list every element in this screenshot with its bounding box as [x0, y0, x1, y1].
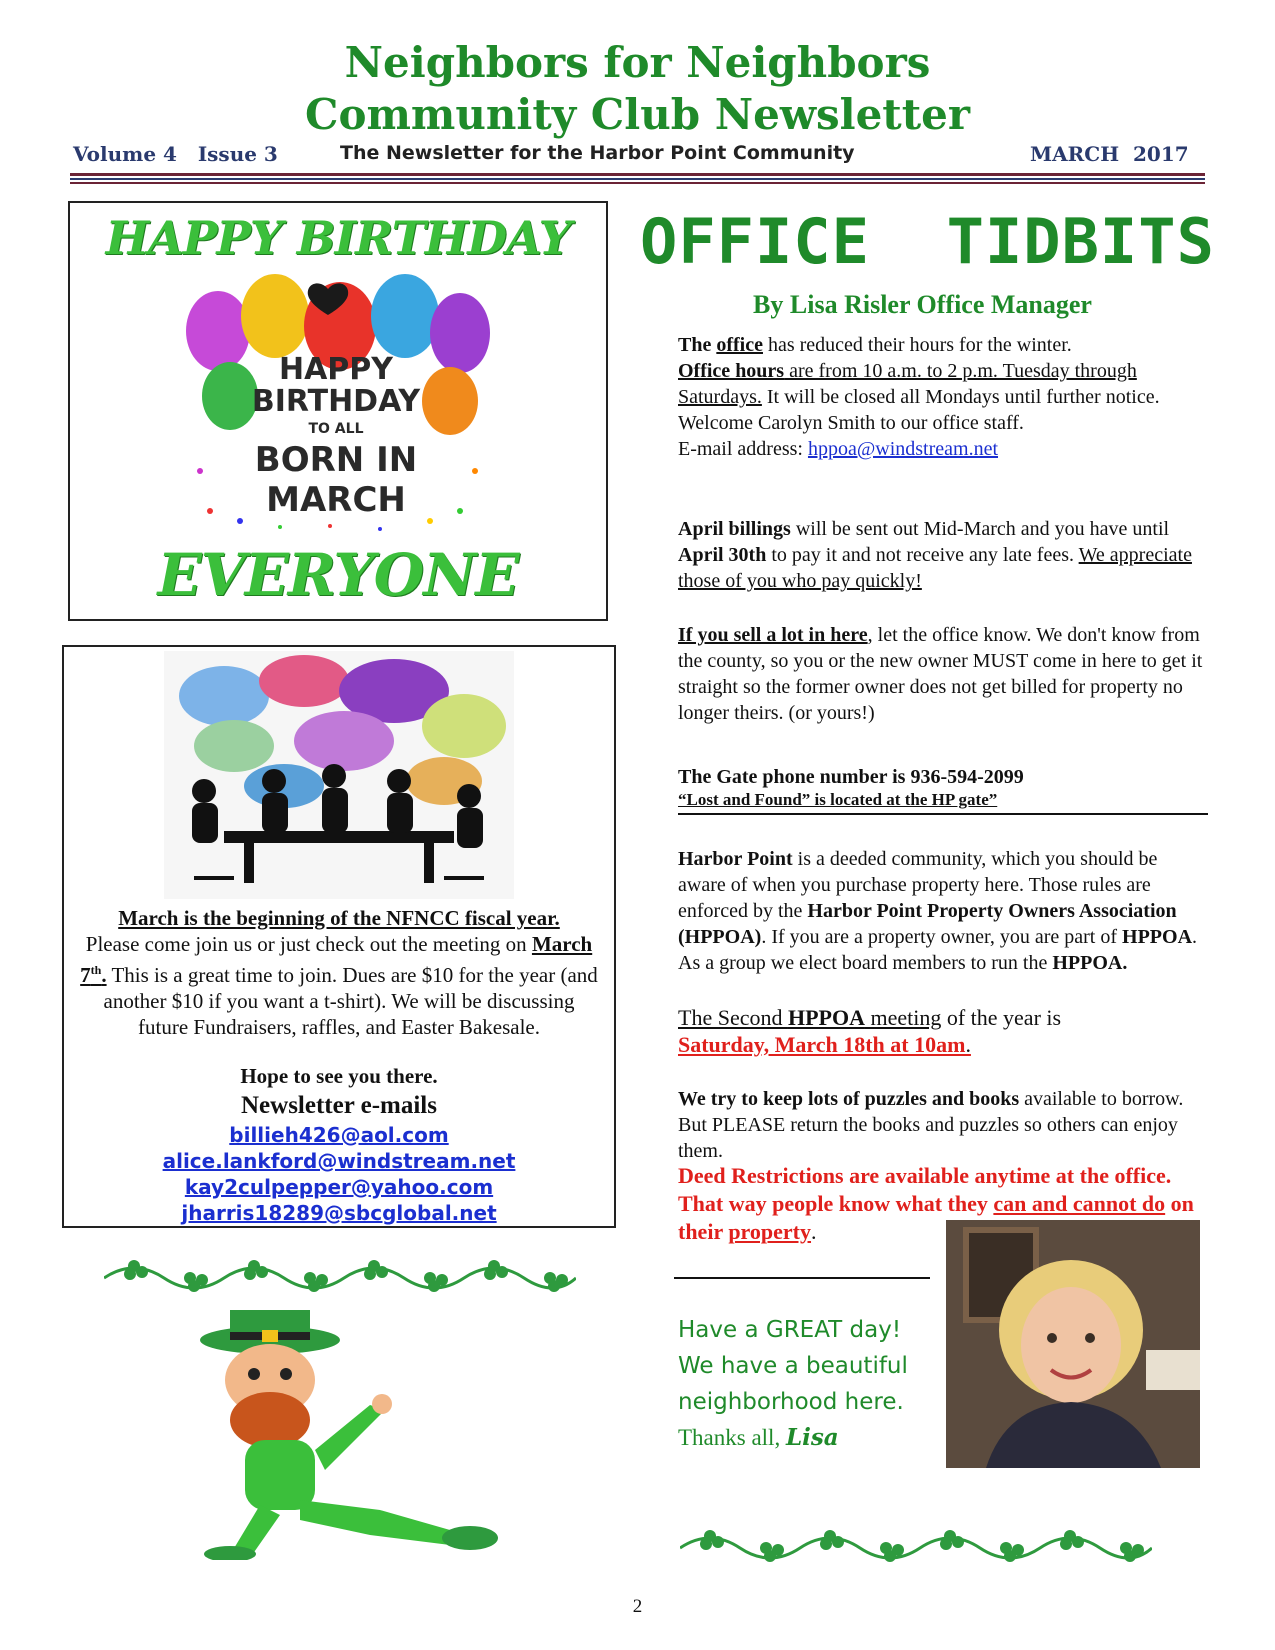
masthead-rule: [70, 173, 1205, 176]
graphic-text-happy: HAPPY: [278, 352, 394, 387]
billing-paragraph: April billings will be sent out Mid-March and you have until April 30th to pay it and not receive any late fees. We appreciate those of you who pay quickly!: [678, 518, 1192, 592]
birthday-everyone: EVERYONE: [157, 541, 519, 609]
graphic-text-born-in: BORN IN: [254, 440, 418, 480]
masthead-title-line1: Neighbors for Neighbors: [344, 38, 931, 87]
issue-date: MARCH 2017: [1030, 142, 1189, 166]
puzzles-books-paragraph: We try to keep lots of puzzles and books available to borrow. But PLEASE return the books and puzzles so others can enjoy them.: [678, 1088, 1184, 1162]
signature: Lisa: [785, 1424, 839, 1451]
sell-lot-paragraph: If you sell a lot in here, let the office know. We don't know from the county, so you or the new owner MUST come in here to get it straight so the former owner does not get billed for property no longer theirs. (or yours!): [678, 624, 1203, 724]
closing-greeting: Have a GREAT day! We have a beautiful neighborhood here. Thanks all, Lisa: [678, 1317, 908, 1451]
office-byline: By Lisa Risler Office Manager: [753, 290, 1092, 319]
lost-and-found: “Lost and Found” is located at the HP gate”: [678, 790, 998, 809]
page-number: 2: [632, 1596, 643, 1617]
meeting-box: [62, 645, 616, 1228]
birthday-title: HAPPY BIRTHDAY: [105, 211, 571, 265]
email-link[interactable]: alice.lankford@windstream.net: [162, 1149, 516, 1173]
office-email-link[interactable]: hppoa@windstream.net: [807, 438, 999, 460]
meeting-heading: March is the beginning of the NFNCC fiscal year.: [118, 906, 560, 930]
section-rule: [674, 1277, 930, 1279]
email-link[interactable]: jharris18289@sbcglobal.net: [181, 1201, 497, 1225]
hppoa-paragraph: Harbor Point is a deeded community, which you should be aware of when you purchase property here. Those rules are enforced by the Harbor Point Property Owners Association (HPPOA). If you are a property owner, you are part of HPPOA. As a group we elect board members to run the HPPOA.: [678, 848, 1198, 974]
hppoa-meeting-line: The Second HPPOA meeting of the year is: [678, 1005, 1062, 1030]
meeting-date: March 7th.: [80, 932, 593, 987]
meeting-hope: Hope to see you there.: [240, 1064, 438, 1088]
meeting-silhouette-graphic: [164, 651, 514, 899]
birthday-box: [68, 201, 608, 621]
masthead-rule: [70, 182, 1205, 184]
masthead-title-line2: Community Club Newsletter: [305, 90, 970, 139]
office-tidbits-title: OFFICE TIDBITS: [640, 205, 1215, 278]
meeting-body: Please come join us or just check out the meeting on March 7th. This is a great time to join. Dues are $10 for the year (and another $10 if you want a t-shirt). We will be discussing future Fundraisers, raffles, and Easter Bakesale.: [80, 932, 598, 1039]
shamrock-vine-divider: [680, 1520, 1152, 1566]
newsletter-emails-heading: Newsletter e-mails: [241, 1092, 437, 1119]
email-link[interactable]: billieh426@aol.com: [229, 1123, 449, 1147]
email-link[interactable]: kay2culpepper@yahoo.com: [184, 1175, 494, 1199]
graphic-text-to-all: TO ALL: [308, 421, 364, 437]
gate-phone: The Gate phone number is 936-594-2099: [678, 766, 1024, 788]
shamrock-vine-divider: [104, 1250, 576, 1296]
section-rule: [678, 813, 1208, 815]
office-manager-photo: [946, 1220, 1200, 1468]
deed-restrictions-notice: Deed Restrictions are available anytime at the office. That way people know what they can and cannot do on their property.: [678, 1163, 1194, 1244]
hppoa-meeting-date: Saturday, March 18th at 10am.: [678, 1032, 971, 1057]
volume-issue: Volume 4 Issue 3: [73, 142, 278, 166]
masthead-rule: [70, 178, 1205, 180]
office-hours-paragraph: The office has reduced their hours for the winter. Office hours are from 10 a.m. to 2 p.m. Tuesday through Saturdays. It will be closed all Mondays until further notice. Welcome Carolyn Smith to our office staff. E-mail address: hppoa@windstream.net: [678, 334, 1160, 460]
masthead-tagline: The Newsletter for the Harbor Point Community: [340, 142, 855, 164]
graphic-text-birthday: BIRTHDAY: [251, 384, 421, 419]
birthday-balloons-graphic: [180, 271, 492, 533]
leprechaun-illustration: [150, 1310, 530, 1560]
graphic-text-march: MARCH: [266, 480, 406, 520]
